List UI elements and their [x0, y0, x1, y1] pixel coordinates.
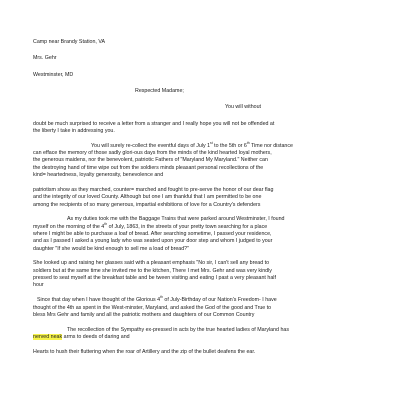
paragraph-line [33, 221, 371, 231]
recipient-name: Mrs. Gehr [33, 55, 57, 62]
paragraph-line: where I might be able to purchase a loaf of bread. After searching sometime, I passed your residence, [33, 231, 272, 238]
text-run: You will surely re-collect the eventful days of July 1 [91, 142, 211, 149]
paragraph-line: pressed to seat myself at the breakfast table and be tween visiting and eating I past a very pleasant half [33, 275, 276, 282]
superscript: th [160, 295, 163, 300]
paragraph-line: daughter "If she would be kind enough to sell me a load of bread?" [33, 245, 190, 252]
paragraph-line: the generous maidens, nor the benevolent, patriotic Fathers of "Maryland My Maryland." Neither can [33, 157, 268, 164]
paragraph-8 [33, 349, 371, 356]
paragraph-line: Hearts to hush their fluttering when the roar of Artillery and the zip of the bullet deafens the ear. [33, 348, 256, 355]
paragraph-6 [33, 297, 371, 319]
text-run: to the 5th or 6 [212, 142, 247, 149]
superscript: th [246, 141, 250, 146]
paragraph-line: the liberty I take in addressing you. [33, 128, 115, 135]
text-run: myself on the morning of the 4 [33, 223, 105, 230]
text-run: of July-Birthday of our Nation's Freedom- I have [162, 297, 277, 304]
paragraph-3 [33, 187, 371, 209]
paragraph-line: As my duties took me with the Baggage Trains that were parked around Westminster, I found [67, 216, 285, 223]
paragraph-2 [33, 143, 371, 180]
paragraph-line: and the integrity of our loved County. Although but one I am thankful that I am permitted to be one [33, 194, 262, 201]
paragraph-7 [33, 327, 371, 342]
paragraph-line: soldiers but at the same time she invited me to the kitchen, There I met Mrs. Gehr and was very kindly [33, 267, 272, 274]
paragraph-line: can efface the memory of those sadly glori-ous days from the minds of the kind hearted loyal mothers, [33, 150, 272, 157]
paragraph-1 [33, 121, 371, 136]
paragraph-line: among the recipients of so many generous, impartial exhibitions of love for a Country's defenders [33, 201, 261, 208]
highlighted-text: nerved neak [33, 333, 63, 340]
paragraph-4 [33, 216, 371, 253]
text-run: arms to deeds of daring and [62, 333, 130, 340]
superscript: st [210, 141, 213, 146]
superscript: th [104, 221, 108, 226]
text-run: of July, 1863, in the streets of your pretty town searching for a place [107, 223, 268, 230]
letter-place: Camp near Brandy Station, VA [33, 39, 106, 45]
paragraph-line: She looked up and raising her glasses said with a pleasant emphasis "No sir, I can't sell any bread to [33, 260, 270, 267]
text-run: Since that day when I have thought of the Glorious 4 [37, 297, 161, 304]
recipient-place: Westminster, MD [33, 71, 74, 78]
paragraph-line: hour [33, 282, 44, 289]
paragraph-5 [33, 260, 371, 289]
paragraph-line [33, 334, 371, 341]
paragraph-line: and as I passed I asked a young lady who was seated upon your door step and whom I judged to your [33, 238, 273, 245]
paragraph-line: doubt be much surprised to receive a letter from a stranger and I really hope you will not be offended at [33, 120, 275, 127]
paragraph-line: patriotism show as they marched, counter= marched and fought to pre-serve the honor of our dear flag [33, 186, 274, 193]
paragraph-line: The recollection of the Sympathy ex-pressed in acts by the true hearted ladies of Maryland has [67, 326, 289, 333]
paragraph-line [33, 297, 371, 304]
text-run: Time nor distance [249, 142, 293, 149]
opening-line: You will without [225, 104, 262, 111]
paragraph-line [33, 143, 371, 150]
salutation: Respected Madame; [135, 88, 184, 95]
paragraph-line: bless Mrs Gehr and family and all the patriotic mothers and daughters of our Common Country [33, 311, 255, 318]
paragraph-line: the destroying hand of time wipe out from the soldiers minds pleasant personal recollections of the [33, 164, 264, 171]
paragraph-line: thought of the 4th as spent in the West-minster, Maryland, and asked the God of the good and True to [33, 304, 272, 311]
paragraph-line: kind= heartedness, loyalty generosity, benevolence and [33, 172, 164, 179]
